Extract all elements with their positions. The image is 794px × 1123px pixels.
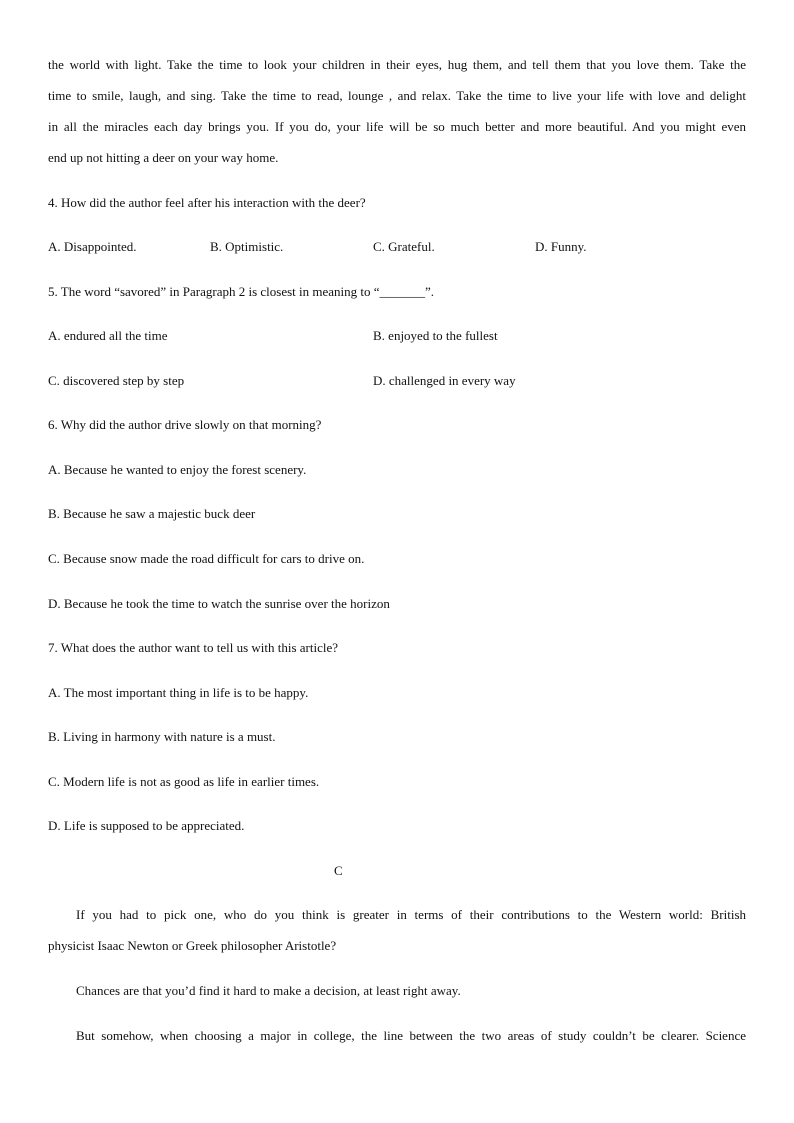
- section-heading: C: [334, 863, 343, 878]
- question-4-option-d: D. Funny.: [535, 239, 587, 254]
- question-5-option-c: C. discovered step by step: [48, 373, 185, 388]
- question-7-option-c: C. Modern life is not as good as life in earlier times.: [48, 774, 320, 789]
- question-6-option-c: C. Because snow made the road difficult for cars to drive on.: [48, 551, 365, 566]
- passage-line-4: end up not hitting a deer on your way home.: [48, 150, 279, 165]
- passage-line-1: the world with light. Take the time to look your children in their eyes, hug them, and tell them that you love them. Take the: [48, 57, 746, 72]
- question-5-option-d: D. challenged in every way: [373, 373, 516, 388]
- question-5-option-b: B. enjoyed to the fullest: [373, 328, 498, 343]
- question-7-option-b: B. Living in harmony with nature is a must.: [48, 729, 276, 744]
- passage-line-3: in all the miracles each day brings you. If you do, your life will be so much better and more beautiful. And you might even: [48, 119, 746, 134]
- section-c-paragraph-2: Chances are that you’d find it hard to make a decision, at least right away.: [76, 983, 461, 998]
- question-4-option-a: A. Disappointed.: [48, 239, 137, 254]
- question-6-option-b: B. Because he saw a majestic buck deer: [48, 506, 256, 521]
- question-4-option-b: B. Optimistic.: [210, 239, 284, 254]
- question-7-option-d: D. Life is supposed to be appreciated.: [48, 818, 245, 833]
- section-c-paragraph-1-line-2: physicist Isaac Newton or Greek philosopher Aristotle?: [48, 938, 337, 953]
- section-c-paragraph-3-line-1: But somehow, when choosing a major in college, the line between the two areas of study couldn’t be clearer. Science: [76, 1028, 746, 1043]
- question-4-stem: 4. How did the author feel after his interaction with the deer?: [48, 195, 366, 210]
- question-6-stem: 6. Why did the author drive slowly on that morning?: [48, 417, 322, 432]
- question-4-option-c: C. Grateful.: [373, 239, 435, 254]
- question-5-option-a: A. endured all the time: [48, 328, 168, 343]
- question-7-stem: 7. What does the author want to tell us with this article?: [48, 640, 339, 655]
- section-c-paragraph-1-line-1: If you had to pick one, who do you think is greater in terms of their contributions to the Western world: British: [76, 907, 746, 922]
- question-5-stem: 5. The word “savored” in Paragraph 2 is closest in meaning to “_______”.: [48, 284, 435, 299]
- passage-line-2: time to smile, laugh, and sing. Take the time to read, lounge , and relax. Take the time to live your life with love and delight: [48, 88, 746, 103]
- question-6-option-d: D. Because he took the time to watch the sunrise over the horizon: [48, 596, 390, 611]
- question-7-option-a: A. The most important thing in life is to be happy.: [48, 685, 309, 700]
- question-6-option-a: A. Because he wanted to enjoy the forest scenery.: [48, 462, 307, 477]
